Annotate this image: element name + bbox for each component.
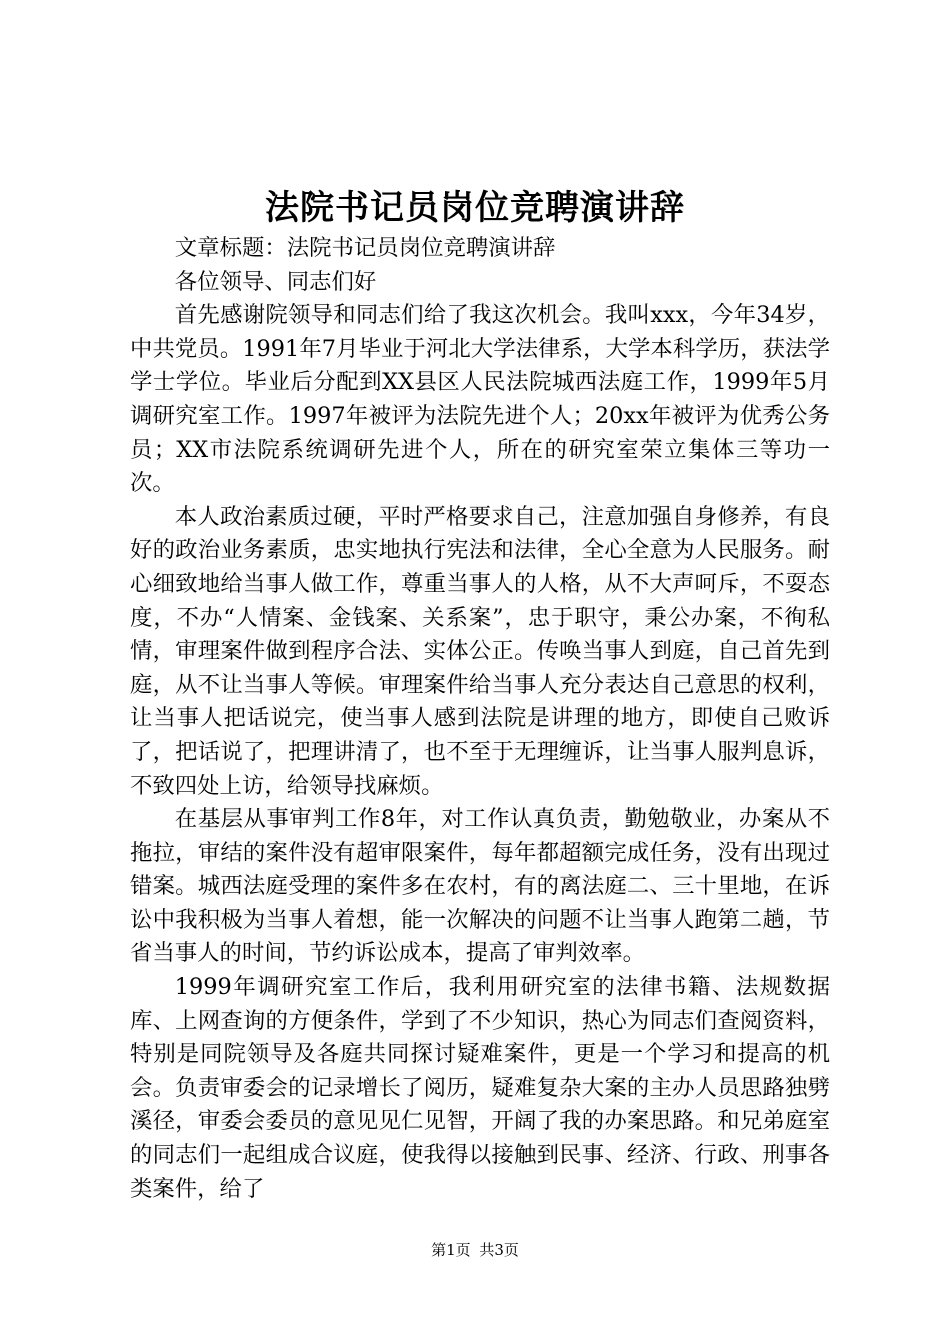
document-body — [130, 232, 830, 1206]
salutation: 各位领导、同志们好 — [174, 268, 377, 295]
paragraph-trial-work: 在基层从事审判工作8年，对工作认真负责，勤勉敬业，办案从不拖拉，审结的案件没有超审限案件，每年都超额完成任务，没有出现过错案。城西法庭受理的案件多在农村，有的离法庭二、三十里地，在诉讼中我积极为当事人着想，能一次解决的问题不让当事人跑第二趟，节省当事人的时间，节约诉讼成本，提高了审判效率。 — [130, 806, 830, 967]
page-footer — [0, 1240, 950, 1260]
page-total: 共3页 — [479, 1241, 519, 1259]
article-title-line: 文章标题：法院书记员岗位竞聘演讲辞 — [174, 235, 556, 261]
paragraph-political-quality: 本人政治素质过硬，平时严格要求自己，注意加强自身修养，有良好的政治业务素质，忠实地执行宪法和法律，全心全意为人民服务。耐心细致地给当事人做工作，尊重当事人的人格，从不大声呵斥，不耍态度，不办“人情案、金钱案、关系案”，忠于职守，秉公办案，不徇私情，审理案件做到程序合法、实体公正。传唤当事人到庭，自己首先到庭，从不让当事人等候。审理案件给当事人充分表达自己意思的权利，让当事人把话说完，使当事人感到法院是讲理的地方，即使自己败诉了，把话说了，把理讲清了，也不至于无理缠诉，让当事人服判息诉，不致四处上访，给领导找麻烦。 — [130, 503, 830, 799]
page-number: 第1页 — [431, 1241, 471, 1259]
document-title: 法院书记员岗位竞聘演讲辞 — [265, 188, 685, 228]
paragraph-research-office: 1999年调研究室工作后，我利用研究室的法律书籍、法规数据库、上网查询的方便条件，学到了不少知识，热心为同志们查阅资料，特别是同院领导及各庭共同探讨疑难案件，更是一个学习和提高的机会。负责审委会的记录增长了阅历，疑难复杂大案的主办人员思路独劈溪径，审委会委员的意见见仁见智，开阔了我的办案思路。和兄弟庭室的同志们一起组成合议庭，使我得以接触到民事、经济、行政、刑事各类案件，给了 — [130, 974, 830, 1202]
paragraph-intro: 首先感谢院领导和同志们给了我这次机会。我叫xxx，今年34岁，中共党员。1991年7月毕业于河北大学法律系，大学本科学历，获法学学士学位。毕业后分配到XX县区人民法院城西法庭工作，1999年5月调研究室工作。1997年被评为法院先进个人；20xx年被评为优秀公务员；XX市法院系统调研先进个人，所在的研究室荣立集体三等功一次。 — [130, 302, 830, 497]
